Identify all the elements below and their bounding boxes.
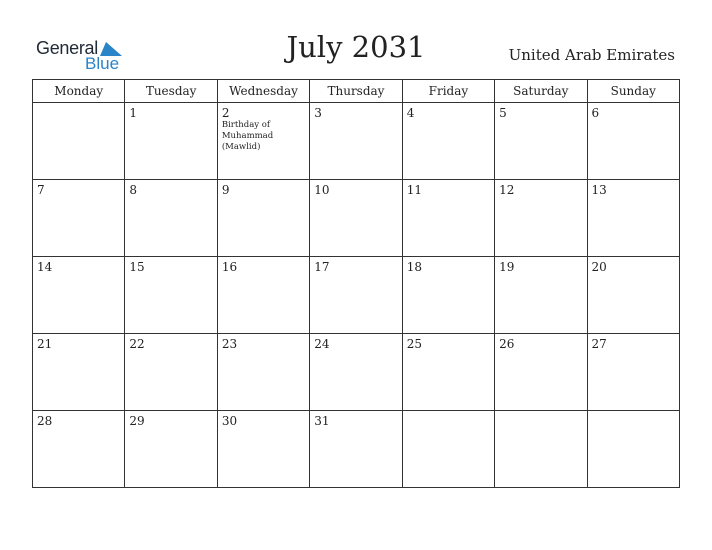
weekday-header: Tuesday	[125, 80, 217, 103]
day-number: 5	[499, 106, 507, 120]
day-cell	[33, 180, 125, 257]
week-row	[33, 411, 680, 488]
day-cell	[402, 257, 494, 334]
day-number: 21	[37, 337, 53, 351]
day-cell	[125, 334, 217, 411]
day-cell	[217, 257, 309, 334]
day-number: 22	[129, 337, 145, 351]
day-cell	[125, 180, 217, 257]
day-cell	[125, 411, 217, 488]
day-cell	[310, 334, 402, 411]
week-row	[33, 103, 680, 180]
day-cell	[587, 257, 679, 334]
day-cell	[217, 103, 309, 180]
day-number: 23	[221, 337, 238, 351]
weekday-header: Saturday	[495, 80, 587, 103]
day-cell	[217, 334, 309, 411]
day-number: 4	[406, 106, 415, 120]
day-cell	[495, 334, 587, 411]
day-cell	[33, 411, 125, 488]
day-number: 17	[314, 260, 330, 274]
day-number: 30	[221, 414, 238, 428]
day-cell	[587, 103, 679, 180]
day-number: 1	[129, 106, 138, 120]
weekday-header: Wednesday	[217, 80, 309, 103]
day-number: 20	[591, 260, 607, 274]
weekday-header: Thursday	[310, 80, 402, 103]
day-cell	[495, 257, 587, 334]
day-number: 27	[591, 337, 607, 351]
day-number: 18	[406, 260, 422, 274]
day-number: 9	[221, 183, 230, 197]
holiday-label: Birthday of Muhammad (Mawlid)	[221, 120, 274, 152]
calendar-grid	[32, 79, 680, 488]
day-number: 14	[37, 260, 53, 274]
day-number: 10	[314, 183, 330, 197]
logo-text-general: General	[36, 38, 98, 58]
day-number: 15	[129, 260, 145, 274]
day-number: 6	[591, 106, 600, 120]
day-number: 19	[499, 260, 515, 274]
day-cell	[310, 411, 402, 488]
day-cell	[33, 334, 125, 411]
day-cell	[587, 180, 679, 257]
day-number: 7	[37, 183, 45, 197]
day-cell	[402, 411, 494, 488]
day-cell	[587, 334, 679, 411]
day-cell	[125, 103, 217, 180]
week-row	[33, 334, 680, 411]
day-number: 16	[221, 260, 238, 274]
weekday-header: Friday	[402, 80, 494, 103]
day-number: 24	[314, 337, 330, 351]
week-row	[33, 180, 680, 257]
day-cell	[217, 180, 309, 257]
day-cell	[217, 411, 309, 488]
week-row	[33, 257, 680, 334]
day-cell	[402, 334, 494, 411]
day-cell	[495, 411, 587, 488]
day-cell	[495, 180, 587, 257]
day-number: 31	[314, 414, 330, 428]
day-number: 26	[499, 337, 515, 351]
day-number: 29	[129, 414, 145, 428]
day-cell	[33, 103, 125, 180]
day-cell	[33, 257, 125, 334]
day-number: 12	[499, 183, 515, 197]
weekday-header: Sunday	[587, 80, 679, 103]
day-cell	[587, 411, 679, 488]
country-label: United Arab Emirates	[508, 46, 675, 64]
day-cell	[310, 257, 402, 334]
day-cell	[402, 103, 494, 180]
day-number: 3	[314, 106, 322, 120]
day-number: 25	[406, 337, 422, 351]
day-cell	[310, 103, 402, 180]
day-cell	[402, 180, 494, 257]
logo-text-blue: Blue	[85, 54, 120, 73]
page-title: July 2031	[286, 30, 426, 64]
day-number: 13	[591, 183, 607, 197]
day-cell	[125, 257, 217, 334]
day-number: 8	[129, 183, 138, 197]
day-cell	[310, 180, 402, 257]
day-cell	[495, 103, 587, 180]
day-number: 28	[37, 414, 53, 428]
day-number: 11	[406, 183, 422, 197]
weekday-header-row	[33, 80, 680, 103]
weekday-header: Monday	[33, 80, 125, 103]
day-number: 2	[221, 106, 230, 120]
